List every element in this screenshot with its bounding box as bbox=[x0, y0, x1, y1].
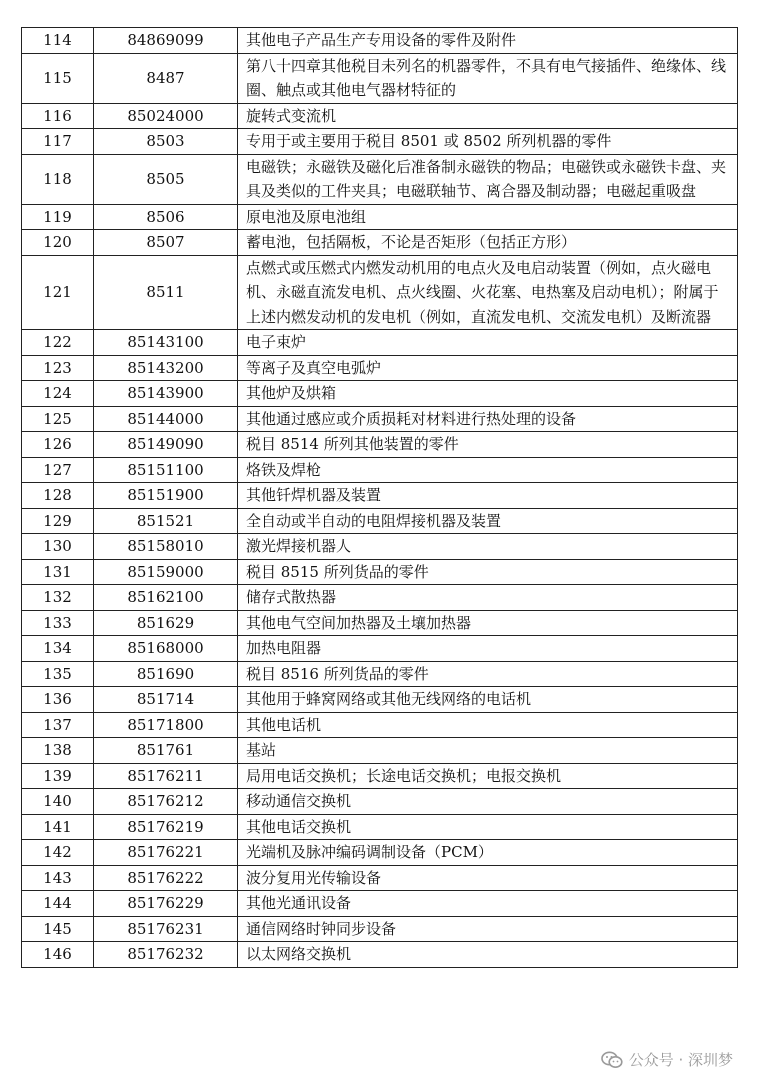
table-row bbox=[22, 687, 738, 713]
row-number-cell: 144 bbox=[22, 891, 94, 917]
item-name-cell: 电子束炉 bbox=[238, 330, 738, 356]
table-row bbox=[22, 204, 738, 230]
table-row bbox=[22, 610, 738, 636]
row-number-cell: 146 bbox=[22, 942, 94, 968]
wechat-icon bbox=[601, 1051, 623, 1069]
row-number-cell: 133 bbox=[22, 610, 94, 636]
hs-code-cell: 85176229 bbox=[94, 891, 238, 917]
item-name-cell: 局用电话交换机；长途电话交换机；电报交换机 bbox=[238, 763, 738, 789]
hs-code-cell: 85176231 bbox=[94, 916, 238, 942]
item-name-cell: 原电池及原电池组 bbox=[238, 204, 738, 230]
item-name-cell: 其他钎焊机器及装置 bbox=[238, 483, 738, 509]
table-row bbox=[22, 457, 738, 483]
table-row bbox=[22, 712, 738, 738]
hs-code-cell: 85143900 bbox=[94, 381, 238, 407]
hs-code-cell: 85143200 bbox=[94, 355, 238, 381]
table-row bbox=[22, 483, 738, 509]
item-name-cell: 税目 8515 所列货品的零件 bbox=[238, 559, 738, 585]
row-number-cell: 130 bbox=[22, 534, 94, 560]
table-row bbox=[22, 53, 738, 103]
table-row bbox=[22, 916, 738, 942]
item-name-cell: 点燃式或压燃式内燃发动机用的电点火及电启动装置（例如，点火磁电机、永磁直流发电机、点火线圈、火花塞、电热塞及启动电机）；附属于上述内燃发动机的发电机（例如，直流发电机、交流发电机）及断流器 bbox=[238, 255, 738, 330]
table-row bbox=[22, 154, 738, 204]
item-name-cell: 波分复用光传输设备 bbox=[238, 865, 738, 891]
hs-code-cell: 85176222 bbox=[94, 865, 238, 891]
tariff-table-body bbox=[22, 28, 738, 968]
hs-code-cell: 851629 bbox=[94, 610, 238, 636]
table-row bbox=[22, 355, 738, 381]
hs-code-cell: 85176232 bbox=[94, 942, 238, 968]
hs-code-cell: 85143100 bbox=[94, 330, 238, 356]
item-name-cell: 光端机及脉冲编码调制设备（PCM） bbox=[238, 840, 738, 866]
row-number-cell: 115 bbox=[22, 53, 94, 103]
hs-code-cell: 85024000 bbox=[94, 103, 238, 129]
tariff-table bbox=[21, 27, 738, 968]
hs-code-cell: 85162100 bbox=[94, 585, 238, 611]
item-name-cell: 专用于或主要用于税目 8501 或 8502 所列机器的零件 bbox=[238, 129, 738, 155]
item-name-cell: 蓄电池，包括隔板，不论是否矩形（包括正方形） bbox=[238, 230, 738, 256]
row-number-cell: 122 bbox=[22, 330, 94, 356]
item-name-cell: 基站 bbox=[238, 738, 738, 764]
item-name-cell: 通信网络时钟同步设备 bbox=[238, 916, 738, 942]
row-number-cell: 141 bbox=[22, 814, 94, 840]
table-row bbox=[22, 534, 738, 560]
item-name-cell: 税目 8516 所列货品的零件 bbox=[238, 661, 738, 687]
hs-code-cell: 8507 bbox=[94, 230, 238, 256]
row-number-cell: 135 bbox=[22, 661, 94, 687]
hs-code-cell: 8505 bbox=[94, 154, 238, 204]
hs-code-cell: 851714 bbox=[94, 687, 238, 713]
row-number-cell: 137 bbox=[22, 712, 94, 738]
watermark bbox=[601, 1049, 733, 1070]
row-number-cell: 127 bbox=[22, 457, 94, 483]
hs-code-cell: 85176221 bbox=[94, 840, 238, 866]
table-row bbox=[22, 508, 738, 534]
table-row bbox=[22, 840, 738, 866]
row-number-cell: 139 bbox=[22, 763, 94, 789]
row-number-cell: 136 bbox=[22, 687, 94, 713]
item-name-cell: 加热电阻器 bbox=[238, 636, 738, 662]
hs-code-cell: 85151900 bbox=[94, 483, 238, 509]
row-number-cell: 140 bbox=[22, 789, 94, 815]
row-number-cell: 116 bbox=[22, 103, 94, 129]
row-number-cell: 134 bbox=[22, 636, 94, 662]
item-name-cell: 其他电话交换机 bbox=[238, 814, 738, 840]
table-row bbox=[22, 230, 738, 256]
table-row bbox=[22, 738, 738, 764]
table-row bbox=[22, 763, 738, 789]
table-row bbox=[22, 381, 738, 407]
table-row bbox=[22, 814, 738, 840]
row-number-cell: 132 bbox=[22, 585, 94, 611]
table-row bbox=[22, 129, 738, 155]
hs-code-cell: 85144000 bbox=[94, 406, 238, 432]
row-number-cell: 121 bbox=[22, 255, 94, 330]
row-number-cell: 131 bbox=[22, 559, 94, 585]
hs-code-cell: 84869099 bbox=[94, 28, 238, 54]
table-row bbox=[22, 942, 738, 968]
hs-code-cell: 85149090 bbox=[94, 432, 238, 458]
hs-code-cell: 85158010 bbox=[94, 534, 238, 560]
table-row bbox=[22, 585, 738, 611]
hs-code-cell: 85176211 bbox=[94, 763, 238, 789]
item-name-cell: 其他电话机 bbox=[238, 712, 738, 738]
row-number-cell: 125 bbox=[22, 406, 94, 432]
hs-code-cell: 8506 bbox=[94, 204, 238, 230]
hs-code-cell: 85151100 bbox=[94, 457, 238, 483]
table-row bbox=[22, 432, 738, 458]
table-row bbox=[22, 103, 738, 129]
hs-code-cell: 8511 bbox=[94, 255, 238, 330]
hs-code-cell: 8487 bbox=[94, 53, 238, 103]
hs-code-cell: 851521 bbox=[94, 508, 238, 534]
row-number-cell: 145 bbox=[22, 916, 94, 942]
row-number-cell: 114 bbox=[22, 28, 94, 54]
row-number-cell: 123 bbox=[22, 355, 94, 381]
hs-code-cell: 8503 bbox=[94, 129, 238, 155]
row-number-cell: 128 bbox=[22, 483, 94, 509]
item-name-cell: 旋转式变流机 bbox=[238, 103, 738, 129]
item-name-cell: 烙铁及焊枪 bbox=[238, 457, 738, 483]
row-number-cell: 124 bbox=[22, 381, 94, 407]
item-name-cell: 储存式散热器 bbox=[238, 585, 738, 611]
table-row bbox=[22, 891, 738, 917]
hs-code-cell: 851761 bbox=[94, 738, 238, 764]
row-number-cell: 119 bbox=[22, 204, 94, 230]
row-number-cell: 117 bbox=[22, 129, 94, 155]
item-name-cell: 其他电子产品生产专用设备的零件及附件 bbox=[238, 28, 738, 54]
item-name-cell: 第八十四章其他税目未列名的机器零件，不具有电气接插件、绝缘体、线圈、触点或其他电气器材特征的 bbox=[238, 53, 738, 103]
row-number-cell: 138 bbox=[22, 738, 94, 764]
hs-code-cell: 85171800 bbox=[94, 712, 238, 738]
row-number-cell: 129 bbox=[22, 508, 94, 534]
hs-code-cell: 851690 bbox=[94, 661, 238, 687]
hs-code-cell: 85159000 bbox=[94, 559, 238, 585]
watermark-text: 公众号 · 深圳梦 bbox=[628, 1051, 733, 1069]
table-row bbox=[22, 28, 738, 54]
table-row bbox=[22, 636, 738, 662]
table-row bbox=[22, 865, 738, 891]
hs-code-cell: 85176219 bbox=[94, 814, 238, 840]
table-row bbox=[22, 255, 738, 330]
table-row bbox=[22, 406, 738, 432]
item-name-cell: 其他用于蜂窝网络或其他无线网络的电话机 bbox=[238, 687, 738, 713]
item-name-cell: 税目 8514 所列其他装置的零件 bbox=[238, 432, 738, 458]
table-row bbox=[22, 559, 738, 585]
table-row bbox=[22, 330, 738, 356]
item-name-cell: 其他电气空间加热器及土壤加热器 bbox=[238, 610, 738, 636]
item-name-cell: 移动通信交换机 bbox=[238, 789, 738, 815]
row-number-cell: 126 bbox=[22, 432, 94, 458]
item-name-cell: 其他光通讯设备 bbox=[238, 891, 738, 917]
item-name-cell: 电磁铁；永磁铁及磁化后准备制永磁铁的物品；电磁铁或永磁铁卡盘、夹具及类似的工件夹具；电磁联轴节、离合器及制动器；电磁起重吸盘 bbox=[238, 154, 738, 204]
item-name-cell: 等离子及真空电弧炉 bbox=[238, 355, 738, 381]
item-name-cell: 以太网络交换机 bbox=[238, 942, 738, 968]
table-row bbox=[22, 661, 738, 687]
row-number-cell: 118 bbox=[22, 154, 94, 204]
row-number-cell: 120 bbox=[22, 230, 94, 256]
row-number-cell: 143 bbox=[22, 865, 94, 891]
row-number-cell: 142 bbox=[22, 840, 94, 866]
item-name-cell: 其他通过感应或介质损耗对材料进行热处理的设备 bbox=[238, 406, 738, 432]
item-name-cell: 其他炉及烘箱 bbox=[238, 381, 738, 407]
item-name-cell: 激光焊接机器人 bbox=[238, 534, 738, 560]
table-row bbox=[22, 789, 738, 815]
hs-code-cell: 85168000 bbox=[94, 636, 238, 662]
item-name-cell: 全自动或半自动的电阻焊接机器及装置 bbox=[238, 508, 738, 534]
hs-code-cell: 85176212 bbox=[94, 789, 238, 815]
